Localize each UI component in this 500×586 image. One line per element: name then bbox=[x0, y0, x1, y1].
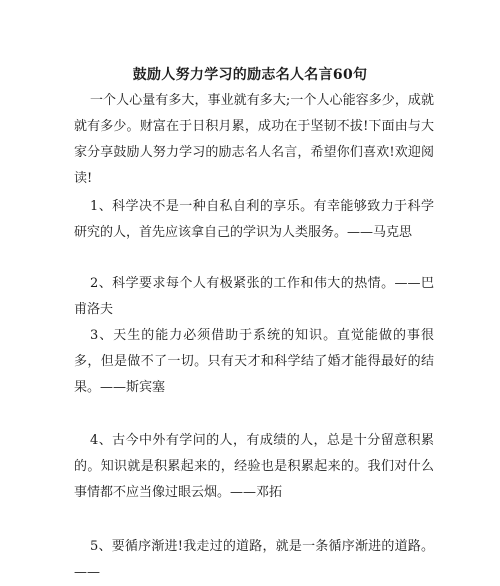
quote-2: 2、科学要求每个人有极紧张的工作和伟大的热情。——巴甫洛夫 bbox=[74, 276, 434, 317]
quote-3: 3、天生的能力必须借助于系统的知识。直觉能做的事很多，但是做不了一切。只有天才和科学结了婚才能得最好的结果。——斯宾塞 bbox=[74, 328, 434, 395]
quote-4: 4、古今中外有学问的人，有成绩的人，总是十分留意积累的。知识就是积累起来的，经验也是积累起来的。我们对什么事情都不应当像过眼云烟。——邓拓 bbox=[74, 433, 434, 500]
intro-paragraph: 一个人心量有多大，事业就有多大;一个人心能容多少，成就就有多少。财富在于日积月累，成功在于坚韧不拔!下面由与大家分享鼓励人努力学习的励志名人名言，希望你们喜欢!欢迎阅读! bbox=[74, 93, 434, 186]
document-title: 鼓励人努力学习的励志名人名言60句 bbox=[132, 67, 368, 83]
quote-1: 1、科学决不是一种自私自利的享乐。有幸能够致力于科学研究的人，首先应该拿自己的学识为人类服务。——马克思 bbox=[74, 199, 434, 240]
quote-5: 5、要循序渐进!我走过的道路，就是一条循序渐进的道路。—— bbox=[74, 539, 434, 580]
